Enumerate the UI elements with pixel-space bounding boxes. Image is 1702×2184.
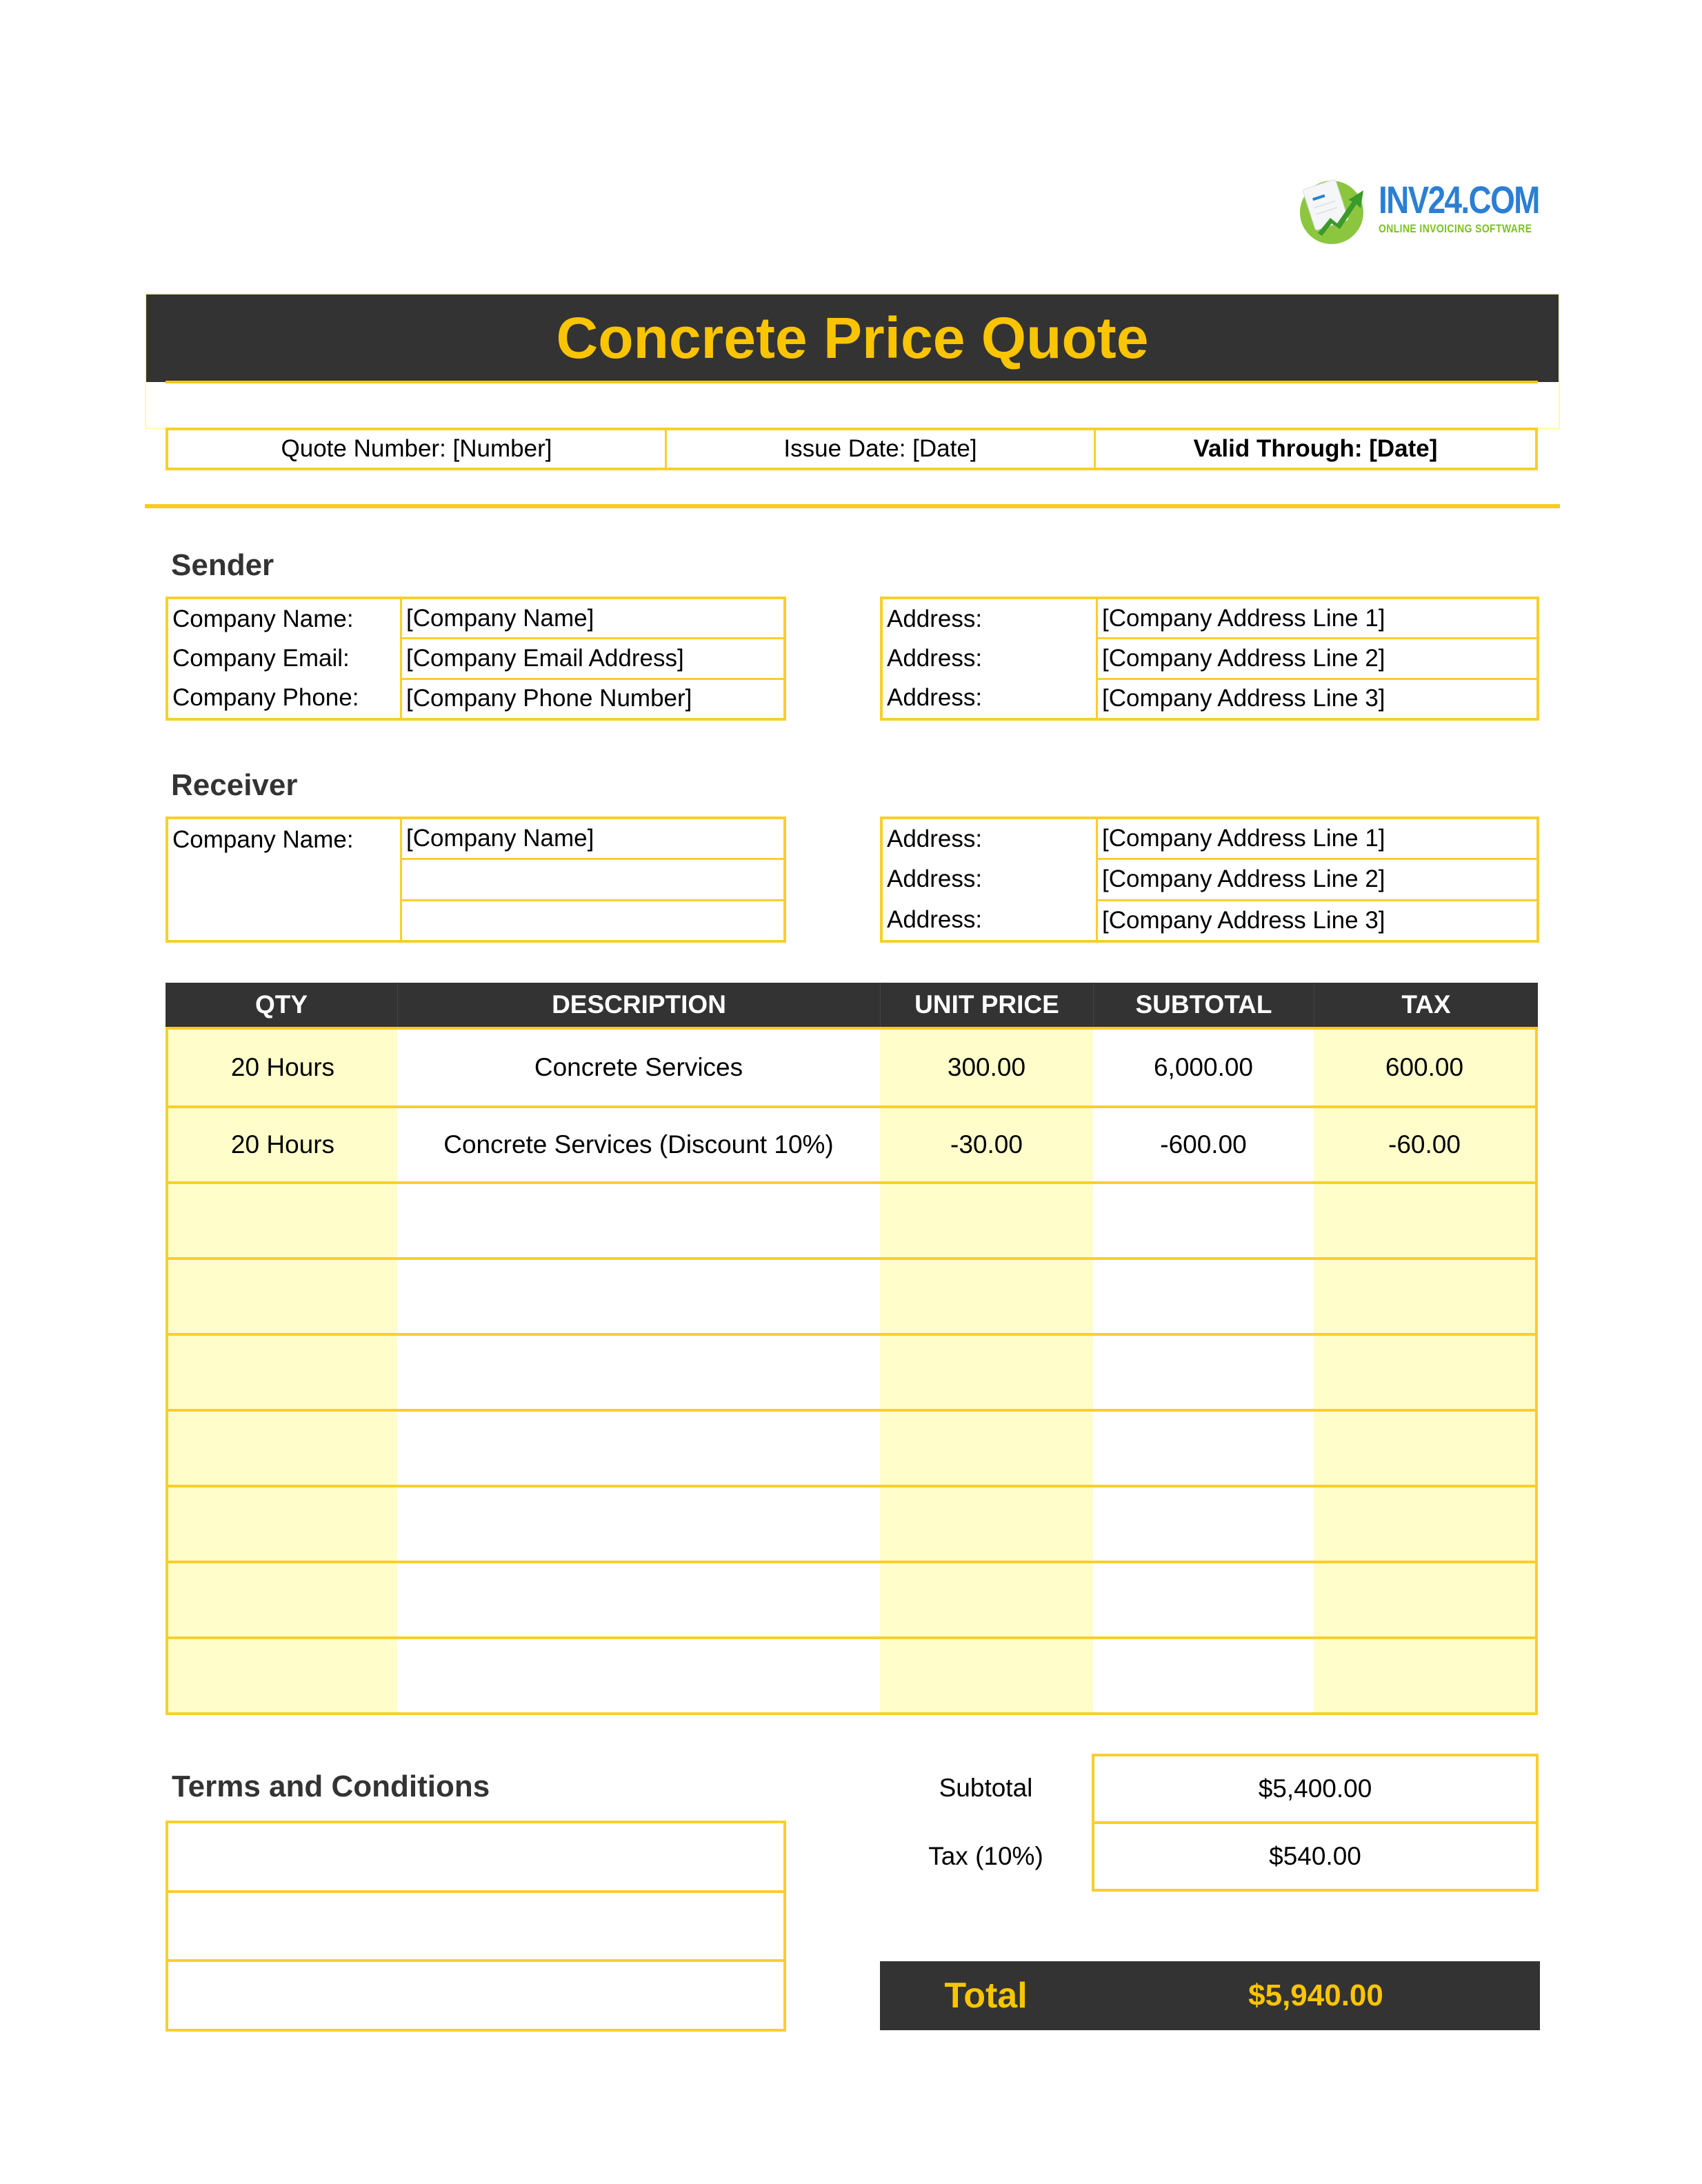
invoice-growth-icon	[1297, 174, 1369, 246]
cell-unit-price[interactable]	[880, 1563, 1093, 1636]
cell-subtotal[interactable]	[1093, 1487, 1314, 1561]
cell-qty[interactable]	[168, 1336, 397, 1409]
sender-address-line-2[interactable]: [Company Address Line 2]	[1098, 637, 1536, 677]
cell-qty[interactable]: 20 Hours	[168, 1108, 397, 1181]
cell-unit-price[interactable]	[880, 1487, 1093, 1561]
quote-meta-row	[166, 428, 1538, 470]
receiver-labels	[168, 819, 402, 940]
sender-address-label: Address:	[887, 644, 983, 672]
receiver-extra-field-1[interactable]	[402, 858, 783, 899]
table-row	[168, 1030, 1535, 1105]
receiver-address-line-1[interactable]: [Company Address Line 1]	[1102, 825, 1385, 852]
receiver-address-label: Address:	[887, 825, 983, 853]
subtotal-value: $5,400.00	[1258, 1774, 1372, 1803]
terms-box	[166, 1821, 786, 2032]
sender-address-labels	[883, 599, 1098, 718]
receiver-address-label: Address:	[887, 905, 983, 933]
cell-unit-price[interactable]: -30.00	[880, 1108, 1093, 1181]
valid-through[interactable]: Valid Through: [Date]	[1094, 430, 1535, 468]
line-items-header	[166, 983, 1538, 1030]
receiver-label-name: Company Name:	[172, 825, 354, 853]
cell-qty[interactable]	[168, 1487, 397, 1561]
cell-qty[interactable]	[168, 1184, 397, 1257]
cell-tax[interactable]	[1314, 1336, 1535, 1409]
column-header-subtotal: SUBTOTAL	[1093, 983, 1314, 1027]
cell-subtotal[interactable]	[1093, 1260, 1314, 1333]
receiver-company-name-field[interactable]: [Company Name]	[406, 825, 594, 852]
cell-qty[interactable]	[168, 1412, 397, 1485]
sender-address-label: Address:	[887, 605, 983, 632]
receiver-address-line-3[interactable]: [Company Address Line 3]	[1098, 899, 1536, 940]
sender-address-line-1[interactable]: [Company Address Line 1]	[1102, 604, 1385, 632]
column-header-qty: QTY	[254, 990, 308, 1019]
subtotal-label: Subtotal	[939, 1774, 1033, 1802]
cell-tax[interactable]	[1314, 1487, 1535, 1561]
sender-address-label: Address:	[887, 684, 983, 712]
sender-company-name-field[interactable]: [Company Name]	[406, 604, 594, 632]
receiver-address-line-2[interactable]: [Company Address Line 2]	[1098, 858, 1536, 899]
summary-box	[1092, 1754, 1539, 1892]
cell-unit-price[interactable]	[880, 1639, 1093, 1712]
receiver-address-labels	[883, 819, 1098, 940]
cell-subtotal[interactable]	[1093, 1412, 1314, 1485]
cell-unit-price[interactable]	[880, 1260, 1093, 1333]
cell-subtotal[interactable]	[1093, 1639, 1314, 1712]
cell-tax[interactable]	[1314, 1563, 1535, 1636]
cell-description[interactable]: Concrete Services (Discount 10%)	[397, 1108, 880, 1181]
cell-qty[interactable]	[168, 1563, 397, 1636]
cell-tax[interactable]	[1314, 1260, 1535, 1333]
cell-tax[interactable]: -60.00	[1314, 1108, 1535, 1181]
column-header-unit-price: UNIT PRICE	[880, 983, 1093, 1027]
cell-description[interactable]	[397, 1639, 880, 1712]
receiver-address-label: Address:	[887, 865, 983, 893]
terms-line-1[interactable]	[168, 1823, 783, 1890]
sender-contact-table	[166, 597, 786, 721]
cell-unit-price[interactable]: 300.00	[880, 1030, 1093, 1105]
sender-label-name: Company Name:	[172, 605, 354, 632]
receiver-values	[402, 819, 783, 940]
cell-description[interactable]: Concrete Services	[397, 1030, 880, 1105]
sender-values	[402, 599, 783, 718]
cell-subtotal[interactable]	[1093, 1336, 1314, 1409]
sender-address-line-3[interactable]: [Company Address Line 3]	[1098, 678, 1536, 718]
cell-description[interactable]	[397, 1336, 880, 1409]
receiver-contact-table	[166, 817, 786, 943]
receiver-address-table	[880, 817, 1539, 943]
sender-address-values	[1098, 599, 1536, 718]
sender-email-field[interactable]: [Company Email Address]	[402, 637, 783, 677]
cell-description[interactable]	[397, 1184, 880, 1257]
cell-subtotal[interactable]: -600.00	[1093, 1108, 1314, 1181]
line-items-table	[166, 983, 1538, 1715]
table-row	[168, 1333, 1535, 1409]
cell-unit-price[interactable]	[880, 1412, 1093, 1485]
tax-value: $540.00	[1094, 1821, 1536, 1889]
table-row	[168, 1409, 1535, 1485]
brand-name: INV24.COM	[1379, 178, 1539, 221]
cell-description[interactable]	[397, 1563, 880, 1636]
column-header-tax: TAX	[1314, 983, 1538, 1027]
table-row	[168, 1105, 1535, 1181]
cell-subtotal[interactable]: 6,000.00	[1093, 1030, 1314, 1105]
section-divider	[145, 504, 1560, 508]
receiver-extra-field-2[interactable]	[402, 899, 783, 940]
cell-tax[interactable]	[1314, 1639, 1535, 1712]
table-row	[168, 1257, 1535, 1333]
cell-description[interactable]	[397, 1260, 880, 1333]
receiver-heading: Receiver	[171, 768, 298, 802]
cell-tax[interactable]: 600.00	[1314, 1030, 1535, 1105]
column-header-description: DESCRIPTION	[397, 983, 880, 1027]
table-row	[168, 1485, 1535, 1561]
total-value: $5,940.00	[1248, 1978, 1383, 2012]
sender-address-table	[880, 597, 1539, 721]
total-bar	[880, 1961, 1540, 2030]
quote-number[interactable]: Quote Number: [Number]	[281, 435, 552, 462]
cell-description[interactable]	[397, 1487, 880, 1561]
total-label: Total	[944, 1976, 1028, 2016]
sender-labels	[168, 599, 402, 718]
sender-label-phone: Company Phone:	[172, 684, 359, 712]
tax-label: Tax (10%)	[928, 1842, 1043, 1870]
cell-qty[interactable]	[168, 1260, 397, 1333]
cell-qty[interactable]: 20 Hours	[168, 1030, 397, 1105]
terms-line-3[interactable]	[168, 1959, 783, 2029]
terms-heading: Terms and Conditions	[172, 1770, 490, 1803]
cell-description[interactable]	[397, 1412, 880, 1485]
sender-label-email: Company Email:	[172, 644, 350, 672]
cell-unit-price[interactable]	[880, 1184, 1093, 1257]
issue-date[interactable]: Issue Date: [Date]	[665, 430, 1094, 468]
table-row	[168, 1636, 1535, 1712]
table-row	[168, 1561, 1535, 1636]
cell-subtotal[interactable]	[1093, 1184, 1314, 1257]
title-underline	[166, 381, 1538, 383]
sender-heading: Sender	[171, 548, 274, 582]
cell-tax[interactable]	[1314, 1412, 1535, 1485]
title-bar	[146, 294, 1559, 382]
brand-tagline: ONLINE INVOICING SOFTWARE	[1379, 222, 1532, 235]
receiver-address-values	[1098, 819, 1536, 940]
sender-phone-field[interactable]: [Company Phone Number]	[402, 678, 783, 718]
cell-tax[interactable]	[1314, 1184, 1535, 1257]
table-row	[168, 1181, 1535, 1257]
line-items-body	[166, 1030, 1538, 1715]
cell-subtotal[interactable]	[1093, 1563, 1314, 1636]
cell-qty[interactable]	[168, 1639, 397, 1712]
page-title: Concrete Price Quote	[556, 305, 1149, 370]
terms-line-2[interactable]	[168, 1890, 783, 1960]
cell-unit-price[interactable]	[880, 1336, 1093, 1409]
brand-logo	[1297, 174, 1539, 246]
